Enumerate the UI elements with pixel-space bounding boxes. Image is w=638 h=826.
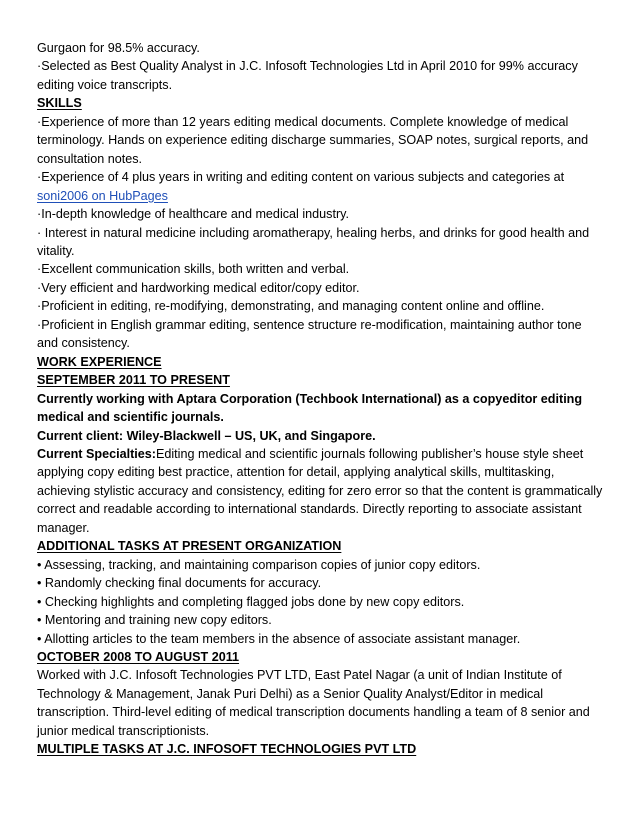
- text-line: vitality.: [37, 243, 75, 258]
- text-line: ·Experience of more than 12 years editing medical documents. Complete knowledge of medical: [37, 114, 569, 129]
- text-line: correct and readable according to international standards. Directly reporting to associate assistant: [37, 502, 582, 517]
- text-line: Worked with J.C. Infosoft Technologies PVT LTD, East Patel Nagar (a unit of Indian Institute of: [37, 668, 562, 683]
- text-line: ·Excellent communication skills, both written and verbal.: [37, 262, 350, 277]
- section-heading-multiple-tasks: MULTIPLE TASKS AT J.C. INFOSOFT TECHNOLOGIES PVT LTD: [37, 742, 417, 757]
- text-line-bold: medical and scientific journals.: [37, 410, 224, 425]
- section-heading-additional-tasks: ADDITIONAL TASKS AT PRESENT ORGANIZATION: [37, 539, 342, 554]
- text-line: Gurgaon for 98.5% accuracy.: [37, 41, 200, 55]
- text-line: ·Proficient in editing, re-modifying, demonstrating, and managing content online and offline.: [37, 299, 545, 314]
- text-line: ·Selected as Best Quality Analyst in J.C. Infosoft Technologies Ltd in April 2010 for 99% accuracy: [37, 59, 578, 74]
- text-line: manager.: [37, 520, 90, 535]
- text-line: · Interest in natural medicine including aromatherapy, healing herbs, and drinks for good health and: [37, 225, 590, 240]
- bullet-item: • Mentoring and training new copy editors.: [37, 613, 272, 628]
- bullet-item: • Randomly checking final documents for accuracy.: [37, 576, 322, 591]
- text-line: ·Very efficient and hardworking medical editor/copy editor.: [37, 280, 360, 295]
- text-line: junior medical transcriptionists.: [37, 723, 210, 738]
- text-line: transcription. Third-level editing of medical transcription documents handling a team of 8 senior and: [37, 705, 590, 720]
- section-heading-skills: SKILLS: [37, 96, 82, 111]
- date-heading-oct-2008: OCTOBER 2008 TO AUGUST 2011: [37, 649, 240, 664]
- text-line: applying copy editing best practice, attention for detail, applying analytical skills, multitasking,: [37, 465, 555, 480]
- bullet-item: • Allotting articles to the team members in the absence of associate assistant manager.: [37, 631, 521, 646]
- current-client-line: Current client: Wiley-Blackwell – US, UK, and Singapore.: [37, 428, 376, 443]
- bullet-item: • Assessing, tracking, and maintaining comparison copies of junior copy editors.: [37, 557, 481, 572]
- section-heading-work-experience: WORK EXPERIENCE: [37, 354, 162, 369]
- text-line: Technology & Management, Janak Puri Delhi) as a Senior Quality Analyst/Editor in medical: [37, 686, 544, 701]
- text-line-bold: Currently working with Aptara Corporation (Techbook International) as a copyeditor editing: [37, 391, 583, 406]
- current-specialties-line: [37, 445, 597, 463]
- text-line: ·Proficient in English grammar editing, sentence structure re-modification, maintaining author tone: [37, 317, 582, 332]
- text-line: consultation notes.: [37, 151, 143, 166]
- text-line: and consistency.: [37, 336, 130, 351]
- resume-page: [37, 39, 603, 759]
- bullet-item: • Checking highlights and completing flagged jobs done by new copy editors.: [37, 594, 465, 609]
- text-line: terminology. Hands on experience editing discharge summaries, SOAP notes, surgical reports, and: [37, 133, 589, 148]
- current-specialties-label: Current Specialties:: [37, 446, 156, 461]
- text-line: ·Experience of 4 plus years in writing and editing content on various subjects and categories at: [37, 170, 565, 185]
- text-line: achieving stylistic accuracy and consistency, editing for zero error so that the content is grammatically: [37, 483, 603, 498]
- current-specialties-text: Editing medical and scientific journals following publisher’s house style sheet: [155, 446, 584, 461]
- hubpages-link[interactable]: soni2006 on HubPages: [37, 188, 168, 203]
- text-line: editing voice transcripts.: [37, 77, 173, 92]
- date-heading-sep-2011: SEPTEMBER 2011 TO PRESENT: [37, 373, 230, 388]
- text-line: ·In-depth knowledge of healthcare and medical industry.: [37, 207, 349, 222]
